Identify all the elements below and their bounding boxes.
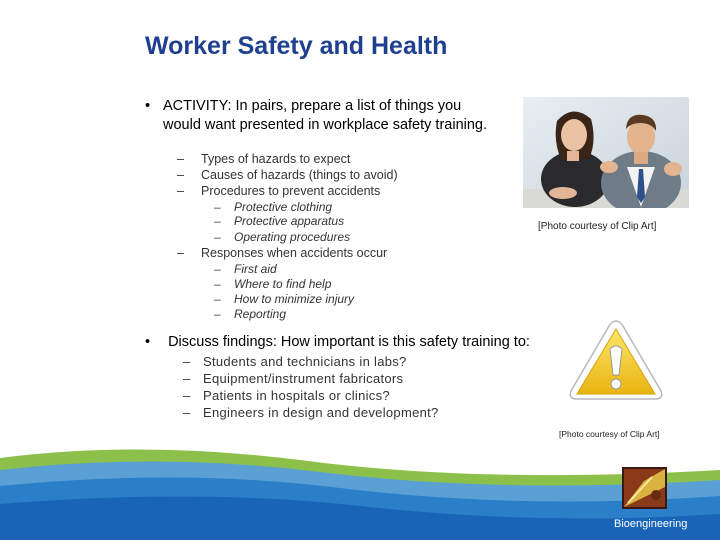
list-item: – Operating procedures [214, 230, 351, 244]
discuss-text: Discuss findings: How important is this safety training to: [168, 334, 530, 350]
list-item: – Equipment/instrument fabricators [183, 371, 404, 386]
list-item: – Causes of hazards (things to avoid) [177, 168, 398, 182]
discuss-bullet [145, 334, 530, 350]
photo-caption: [Photo courtesy of Clip Art] [538, 221, 657, 232]
lab-thumbnail [622, 467, 667, 509]
list-item: – Types of hazards to expect [177, 152, 351, 166]
list-item: – Protective clothing [214, 200, 333, 214]
bullet-marker: • [145, 334, 151, 350]
list-item: – How to minimize injury [214, 292, 355, 306]
bullet-marker: • [145, 98, 151, 114]
meeting-photo [523, 97, 689, 208]
footer-band [0, 430, 720, 540]
list-item: – Protective apparatus [214, 214, 345, 228]
list-item: – Responses when accidents occur [177, 246, 388, 260]
slide-title: Worker Safety and Health [145, 32, 448, 60]
list-item: – Where to find help [214, 277, 332, 291]
list-item: – Reporting [214, 307, 287, 321]
activity-bullet [145, 97, 490, 135]
list-item: – Patients in hospitals or clinics? [183, 388, 390, 403]
list-item: – Engineers in design and development? [183, 405, 439, 420]
activity-text: ACTIVITY: In pairs, prepare a list of things you would want presented in workplace safety training. [163, 98, 488, 133]
footer-label: Bioengineering [614, 518, 688, 530]
warning-icon [567, 317, 665, 403]
list-item: – Procedures to prevent accidents [177, 184, 381, 198]
list-item: – First aid [214, 262, 277, 276]
list-item: – Students and technicians in labs? [183, 354, 407, 369]
warning-caption: [Photo courtesy of Clip Art] [559, 429, 660, 439]
